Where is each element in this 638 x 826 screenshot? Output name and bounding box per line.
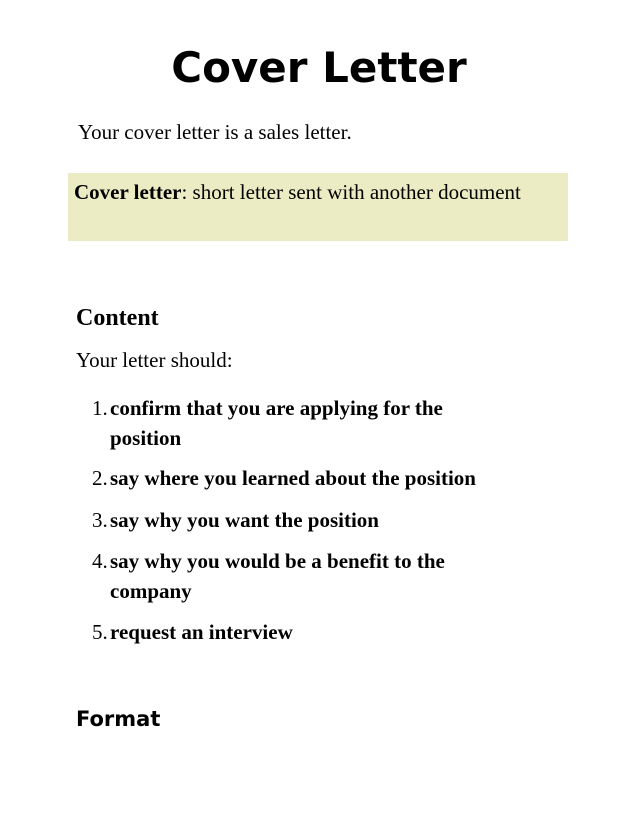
list-item-text-continued: company bbox=[110, 579, 192, 603]
list-item-text-continued: position bbox=[110, 426, 182, 450]
page-title: Cover Letter bbox=[171, 43, 467, 92]
list-item-number: 1. bbox=[92, 396, 108, 420]
definition-text: : short letter sent with another document bbox=[181, 180, 521, 204]
list-item-number: 4. bbox=[92, 549, 108, 573]
format-heading: Format bbox=[76, 707, 161, 731]
content-lead: Your letter should: bbox=[76, 348, 233, 372]
list-item bbox=[92, 393, 562, 453]
list-item-text: say why you want the position bbox=[110, 508, 379, 532]
list-item-text: say where you learned about the position bbox=[110, 466, 476, 490]
list-item bbox=[92, 463, 562, 493]
list-item-text: say why you would be a benefit to the bbox=[110, 549, 445, 573]
list-item bbox=[92, 546, 562, 606]
list-item-text: request an interview bbox=[110, 620, 293, 644]
list-item bbox=[92, 617, 562, 647]
list-item-number: 3. bbox=[92, 508, 108, 532]
list-item-number: 5. bbox=[92, 620, 108, 644]
list-item-number: 2. bbox=[92, 466, 108, 490]
definition-term: Cover letter bbox=[74, 180, 182, 204]
intro-text: Your cover letter is a sales letter. bbox=[78, 120, 352, 144]
list-item-text: confirm that you are applying for the bbox=[110, 396, 443, 420]
content-heading: Content bbox=[76, 305, 159, 331]
list-item bbox=[92, 505, 562, 535]
definition-box bbox=[68, 173, 568, 241]
